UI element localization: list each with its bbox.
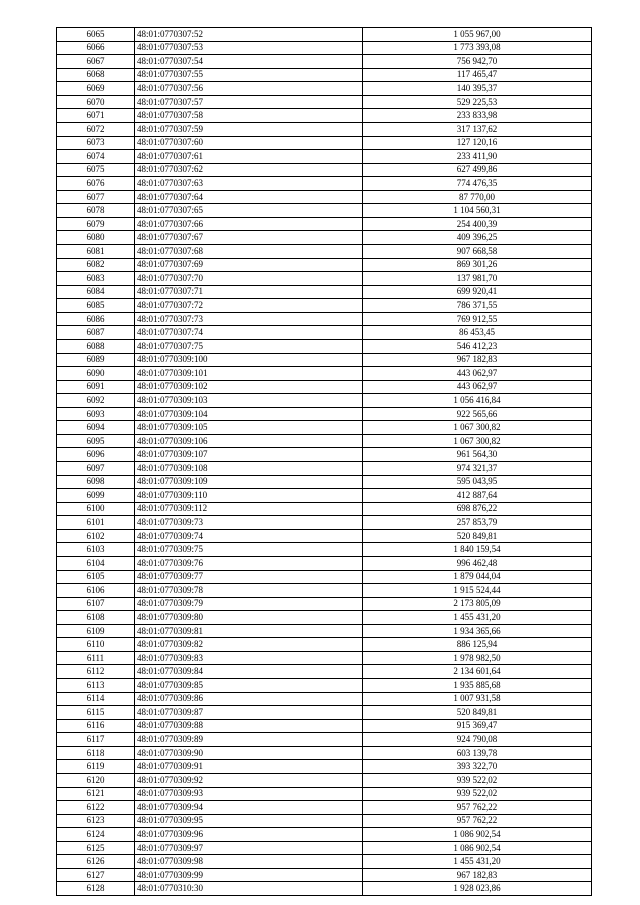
row-number-cell: 6095 [57,434,135,448]
cadastral-value-cell: 869 301,26 [363,258,592,272]
cadastral-value-cell: 967 182,83 [363,868,592,882]
cadastral-value-cell: 529 225,53 [363,95,592,109]
table-row [57,787,592,801]
table-row [57,109,592,123]
table-row [57,68,592,82]
cadastral-value-cell: 996 462,48 [363,556,592,570]
table-row [57,543,592,557]
cadastral-value-cell: 974 321,37 [363,462,592,476]
table-row [57,611,592,625]
table-row [57,679,592,693]
row-number-cell: 6075 [57,163,135,177]
cadastral-value-cell: 2 134 601,64 [363,665,592,679]
cadastral-number-cell: 48:01:0770309:93 [135,787,363,801]
cadastral-value-cell: 317 137,62 [363,122,592,136]
row-number-cell: 6116 [57,719,135,733]
cadastral-value-cell: 756 942,70 [363,55,592,69]
cadastral-value-cell: 1 056 416,84 [363,394,592,408]
row-number-cell: 6119 [57,760,135,774]
row-number-cell: 6117 [57,733,135,747]
table-row [57,597,592,611]
cadastral-value-cell: 957 762,22 [363,801,592,815]
cadastral-number-cell: 48:01:0770309:78 [135,584,363,598]
table-row [57,516,592,530]
cadastral-value-cell: 769 912,55 [363,312,592,326]
cadastral-number-cell: 48:01:0770309:95 [135,814,363,828]
cadastral-number-cell: 48:01:0770309:105 [135,421,363,435]
row-number-cell: 6086 [57,312,135,326]
cadastral-value-cell: 546 412,23 [363,339,592,353]
row-number-cell: 6067 [57,55,135,69]
row-number-cell: 6090 [57,367,135,381]
cadastral-number-cell: 48:01:0770309:104 [135,407,363,421]
row-number-cell: 6088 [57,339,135,353]
cadastral-value-cell: 603 139,78 [363,746,592,760]
cadastral-value-cell: 1 978 982,50 [363,651,592,665]
cadastral-value-cell: 1 934 365,66 [363,624,592,638]
table-row [57,312,592,326]
cadastral-number-cell: 48:01:0770307:66 [135,217,363,231]
row-number-cell: 6115 [57,706,135,720]
table-row [57,814,592,828]
cadastral-value-cell: 1 840 159,54 [363,543,592,557]
cadastral-value-cell: 2 173 805,09 [363,597,592,611]
row-number-cell: 6114 [57,692,135,706]
row-number-cell: 6080 [57,231,135,245]
cadastral-number-cell: 48:01:0770307:58 [135,109,363,123]
cadastral-value-cell: 922 565,66 [363,407,592,421]
table-body [57,28,592,896]
cadastral-number-cell: 48:01:0770309:76 [135,556,363,570]
table-row [57,231,592,245]
cadastral-number-cell: 48:01:0770307:73 [135,312,363,326]
row-number-cell: 6065 [57,28,135,42]
row-number-cell: 6096 [57,448,135,462]
cadastral-value-cell: 1 935 885,68 [363,679,592,693]
cadastral-value-cell: 140 395,37 [363,82,592,96]
cadastral-value-cell: 1 879 044,04 [363,570,592,584]
row-number-cell: 6127 [57,868,135,882]
cadastral-value-cell: 1 055 967,00 [363,28,592,42]
row-number-cell: 6121 [57,787,135,801]
cadastral-number-cell: 48:01:0770309:74 [135,529,363,543]
table-row [57,190,592,204]
table-row [57,217,592,231]
table-row [57,163,592,177]
cadastral-value-cell: 1 086 902,54 [363,841,592,855]
cadastral-number-cell: 48:01:0770309:108 [135,462,363,476]
row-number-cell: 6106 [57,584,135,598]
cadastral-number-cell: 48:01:0770309:103 [135,394,363,408]
cadastral-value-cell: 87 770,00 [363,190,592,204]
cadastral-number-cell: 48:01:0770307:61 [135,150,363,164]
cadastral-value-cell: 409 396,25 [363,231,592,245]
table-row [57,475,592,489]
cadastral-number-cell: 48:01:0770307:59 [135,122,363,136]
cadastral-value-cell: 699 920,41 [363,285,592,299]
cadastral-number-cell: 48:01:0770309:85 [135,679,363,693]
cadastral-value-cell: 257 853,79 [363,516,592,530]
cadastral-number-cell: 48:01:0770309:91 [135,760,363,774]
table-row [57,719,592,733]
cadastral-number-cell: 48:01:0770309:94 [135,801,363,815]
row-number-cell: 6112 [57,665,135,679]
table-row [57,204,592,218]
cadastral-number-cell: 48:01:0770309:100 [135,353,363,367]
cadastral-value-cell: 967 182,83 [363,353,592,367]
cadastral-number-cell: 48:01:0770309:99 [135,868,363,882]
cadastral-value-cell: 774 476,35 [363,177,592,191]
cadastral-number-cell: 48:01:0770307:52 [135,28,363,42]
table-row [57,746,592,760]
cadastral-value-cell: 233 833,98 [363,109,592,123]
cadastral-value-cell: 1 067 300,82 [363,421,592,435]
cadastral-number-cell: 48:01:0770309:81 [135,624,363,638]
row-number-cell: 6100 [57,502,135,516]
table-row [57,570,592,584]
table-row [57,326,592,340]
row-number-cell: 6128 [57,882,135,896]
cadastral-number-cell: 48:01:0770307:55 [135,68,363,82]
table-row [57,177,592,191]
cadastral-value-cell: 627 499,86 [363,163,592,177]
row-number-cell: 6118 [57,746,135,760]
table-row [57,584,592,598]
cadastral-number-cell: 48:01:0770309:96 [135,828,363,842]
row-number-cell: 6084 [57,285,135,299]
cadastral-value-cell: 127 120,16 [363,136,592,150]
row-number-cell: 6082 [57,258,135,272]
table-row [57,367,592,381]
table-row [57,272,592,286]
cadastral-number-cell: 48:01:0770309:82 [135,638,363,652]
table-row [57,434,592,448]
cadastral-value-cell: 924 790,08 [363,733,592,747]
cadastral-number-cell: 48:01:0770309:97 [135,841,363,855]
cadastral-value-cell: 915 369,47 [363,719,592,733]
table-row [57,828,592,842]
row-number-cell: 6077 [57,190,135,204]
row-number-cell: 6123 [57,814,135,828]
cadastral-number-cell: 48:01:0770309:80 [135,611,363,625]
row-number-cell: 6066 [57,41,135,55]
row-number-cell: 6126 [57,855,135,869]
row-number-cell: 6085 [57,299,135,313]
cadastral-number-cell: 48:01:0770307:75 [135,339,363,353]
table-row [57,855,592,869]
row-number-cell: 6105 [57,570,135,584]
cadastral-value-cell: 939 522,02 [363,773,592,787]
cadastral-number-cell: 48:01:0770309:112 [135,502,363,516]
row-number-cell: 6111 [57,651,135,665]
cadastral-number-cell: 48:01:0770309:107 [135,448,363,462]
row-number-cell: 6068 [57,68,135,82]
cadastral-number-cell: 48:01:0770309:106 [135,434,363,448]
row-number-cell: 6099 [57,489,135,503]
table-row [57,448,592,462]
row-number-cell: 6092 [57,394,135,408]
cadastral-value-cell: 233 411,90 [363,150,592,164]
row-number-cell: 6083 [57,272,135,286]
table-row [57,41,592,55]
table-row [57,55,592,69]
row-number-cell: 6078 [57,204,135,218]
table-row [57,502,592,516]
cadastral-number-cell: 48:01:0770309:102 [135,380,363,394]
cadastral-value-cell: 443 062,97 [363,367,592,381]
row-number-cell: 6103 [57,543,135,557]
row-number-cell: 6113 [57,679,135,693]
row-number-cell: 6094 [57,421,135,435]
row-number-cell: 6093 [57,407,135,421]
cadastral-number-cell: 48:01:0770309:92 [135,773,363,787]
cadastral-number-cell: 48:01:0770307:72 [135,299,363,313]
table-row [57,665,592,679]
cadastral-value-cell: 957 762,22 [363,814,592,828]
table-row [57,706,592,720]
row-number-cell: 6089 [57,353,135,367]
cadastral-value-cell: 698 876,22 [363,502,592,516]
table-row [57,489,592,503]
table-row [57,407,592,421]
cadastral-value-cell: 939 522,02 [363,787,592,801]
table-row [57,801,592,815]
cadastral-number-cell: 48:01:0770309:77 [135,570,363,584]
row-number-cell: 6074 [57,150,135,164]
row-number-cell: 6072 [57,122,135,136]
table-row [57,245,592,259]
cadastral-number-cell: 48:01:0770309:110 [135,489,363,503]
cadastral-value-cell: 137 981,70 [363,272,592,286]
cadastral-number-cell: 48:01:0770309:75 [135,543,363,557]
table-row [57,882,592,896]
table-row [57,651,592,665]
cadastral-number-cell: 48:01:0770309:101 [135,367,363,381]
table-row [57,462,592,476]
table-row [57,760,592,774]
cadastral-number-cell: 48:01:0770307:63 [135,177,363,191]
cadastral-value-cell: 1 928 023,86 [363,882,592,896]
row-number-cell: 6104 [57,556,135,570]
row-number-cell: 6110 [57,638,135,652]
cadastral-number-cell: 48:01:0770309:87 [135,706,363,720]
cadastral-value-cell: 595 043,95 [363,475,592,489]
table-row [57,638,592,652]
cadastral-value-cell: 907 668,58 [363,245,592,259]
table-row [57,339,592,353]
row-number-cell: 6081 [57,245,135,259]
cadastral-value-cell: 1 086 902,54 [363,828,592,842]
table-row [57,733,592,747]
cadastral-number-cell: 48:01:0770307:71 [135,285,363,299]
row-number-cell: 6109 [57,624,135,638]
cadastral-number-cell: 48:01:0770307:67 [135,231,363,245]
cadastral-value-cell: 393 322,70 [363,760,592,774]
table-row [57,82,592,96]
row-number-cell: 6097 [57,462,135,476]
cadastral-number-cell: 48:01:0770307:70 [135,272,363,286]
row-number-cell: 6124 [57,828,135,842]
row-number-cell: 6091 [57,380,135,394]
cadastral-value-cell: 520 849,81 [363,706,592,720]
row-number-cell: 6069 [57,82,135,96]
cadastral-number-cell: 48:01:0770307:69 [135,258,363,272]
row-number-cell: 6073 [57,136,135,150]
cadastral-value-cell: 254 400,39 [363,217,592,231]
table-row [57,285,592,299]
cadastral-number-cell: 48:01:0770310:30 [135,882,363,896]
cadastral-value-cell: 786 371,55 [363,299,592,313]
cadastral-number-cell: 48:01:0770309:88 [135,719,363,733]
cadastral-number-cell: 48:01:0770307:74 [135,326,363,340]
table-row [57,421,592,435]
table-row [57,692,592,706]
cadastral-value-cell: 520 849,81 [363,529,592,543]
cadastral-number-cell: 48:01:0770309:98 [135,855,363,869]
cadastral-value-cell: 886 125,94 [363,638,592,652]
cadastral-number-cell: 48:01:0770307:68 [135,245,363,259]
cadastral-value-cell: 1 773 393,08 [363,41,592,55]
cadastral-number-cell: 48:01:0770309:84 [135,665,363,679]
table-row [57,556,592,570]
row-number-cell: 6108 [57,611,135,625]
cadastral-value-cell: 961 564,30 [363,448,592,462]
cadastral-number-cell: 48:01:0770307:56 [135,82,363,96]
table-row [57,529,592,543]
cadastral-number-cell: 48:01:0770307:62 [135,163,363,177]
cadastral-value-cell: 412 887,64 [363,489,592,503]
cadastral-number-cell: 48:01:0770309:79 [135,597,363,611]
table-row [57,841,592,855]
row-number-cell: 6122 [57,801,135,815]
cadastral-value-cell: 117 465,47 [363,68,592,82]
table-row [57,773,592,787]
cadastral-value-table [56,27,592,896]
cadastral-number-cell: 48:01:0770307:60 [135,136,363,150]
cadastral-value-cell: 1 455 431,20 [363,855,592,869]
row-number-cell: 6125 [57,841,135,855]
cadastral-number-cell: 48:01:0770307:57 [135,95,363,109]
row-number-cell: 6120 [57,773,135,787]
row-number-cell: 6087 [57,326,135,340]
table-row [57,95,592,109]
cadastral-value-cell: 1 007 931,58 [363,692,592,706]
row-number-cell: 6076 [57,177,135,191]
cadastral-value-cell: 443 062,97 [363,380,592,394]
cadastral-value-cell: 1 915 524,44 [363,584,592,598]
cadastral-number-cell: 48:01:0770307:53 [135,41,363,55]
table-row [57,28,592,42]
cadastral-value-cell: 1 455 431,20 [363,611,592,625]
cadastral-number-cell: 48:01:0770309:89 [135,733,363,747]
row-number-cell: 6098 [57,475,135,489]
row-number-cell: 6079 [57,217,135,231]
row-number-cell: 6102 [57,529,135,543]
table-row [57,258,592,272]
table-row [57,136,592,150]
table-row [57,299,592,313]
table-row [57,353,592,367]
cadastral-value-cell: 1 104 560,31 [363,204,592,218]
row-number-cell: 6107 [57,597,135,611]
cadastral-number-cell: 48:01:0770309:109 [135,475,363,489]
row-number-cell: 6070 [57,95,135,109]
cadastral-value-cell: 1 067 300,82 [363,434,592,448]
row-number-cell: 6101 [57,516,135,530]
table-row [57,122,592,136]
table-row [57,868,592,882]
cadastral-value-cell: 86 453,45 [363,326,592,340]
cadastral-number-cell: 48:01:0770307:64 [135,190,363,204]
row-number-cell: 6071 [57,109,135,123]
cadastral-number-cell: 48:01:0770307:65 [135,204,363,218]
table-row [57,380,592,394]
cadastral-number-cell: 48:01:0770309:73 [135,516,363,530]
cadastral-number-cell: 48:01:0770307:54 [135,55,363,69]
table-row [57,624,592,638]
table-row [57,394,592,408]
cadastral-number-cell: 48:01:0770309:83 [135,651,363,665]
table-row [57,150,592,164]
cadastral-number-cell: 48:01:0770309:86 [135,692,363,706]
cadastral-number-cell: 48:01:0770309:90 [135,746,363,760]
